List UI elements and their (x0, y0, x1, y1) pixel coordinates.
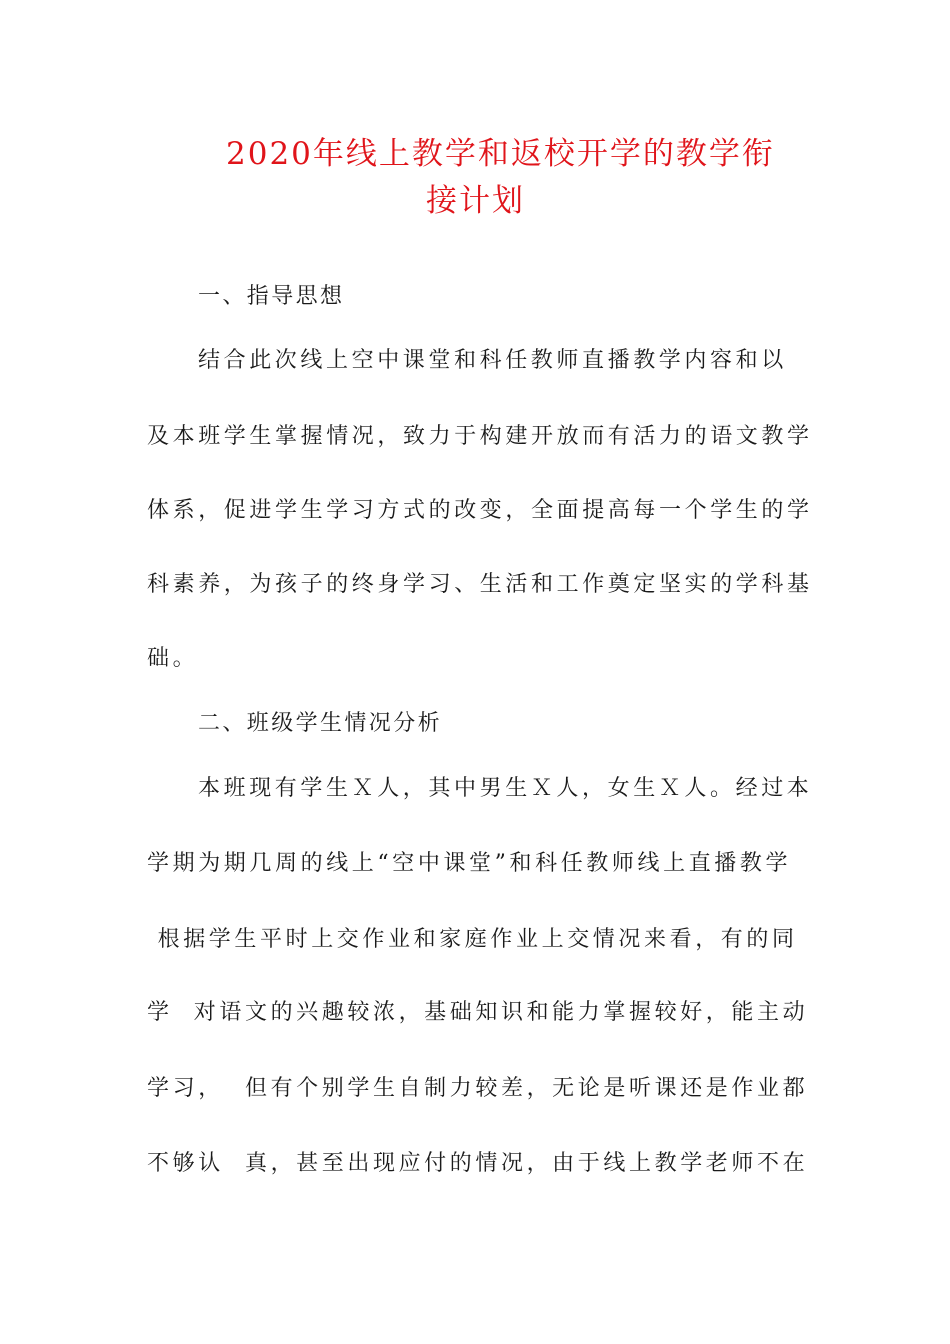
paragraph-line: 及本班学生掌握情况，致力于构建开放而有活力的语文教学 (147, 424, 813, 449)
paragraph-line: 学 对语文的兴趣较浓，基础知识和能力掌握较好，能主动 (147, 1000, 809, 1025)
section-heading-student-analysis: 二、班级学生情况分析 (198, 711, 443, 736)
paragraph-line: 体系，促进学生学习方式的改变，全面提高每一个学生的学 (147, 498, 813, 523)
paragraph-line: 本班现有学生Ｘ人，其中男生Ｘ人，女生Ｘ人。经过本 (198, 776, 813, 801)
paragraph-line: 科素养，为孩子的终身学习、生活和工作奠定坚实的学科基 (147, 572, 813, 597)
section-heading-guiding-ideology: 一、指导思想 (198, 284, 345, 309)
paragraph-line: 根据学生平时上交作业和家庭作业上交情况来看，有的同 (147, 927, 798, 952)
paragraph-line: 础。 (147, 646, 199, 671)
paragraph-line: 学期为期几周的线上“空中课堂”和科任教师线上直播教学 (147, 851, 792, 876)
document-title-line-2: 接计划 (426, 183, 525, 219)
paragraph-line: 结合此次线上空中课堂和科任教师直播教学内容和以 (198, 348, 787, 373)
paragraph-line: 不够认 真，甚至出现应付的情况，由于线上教学老师不在 (147, 1151, 809, 1176)
paragraph-line: 学习， 但有个别学生自制力较差，无论是听课还是作业都 (147, 1076, 809, 1101)
document-title-line-1: 2020年线上教学和返校开学的教学衔 (226, 136, 775, 172)
